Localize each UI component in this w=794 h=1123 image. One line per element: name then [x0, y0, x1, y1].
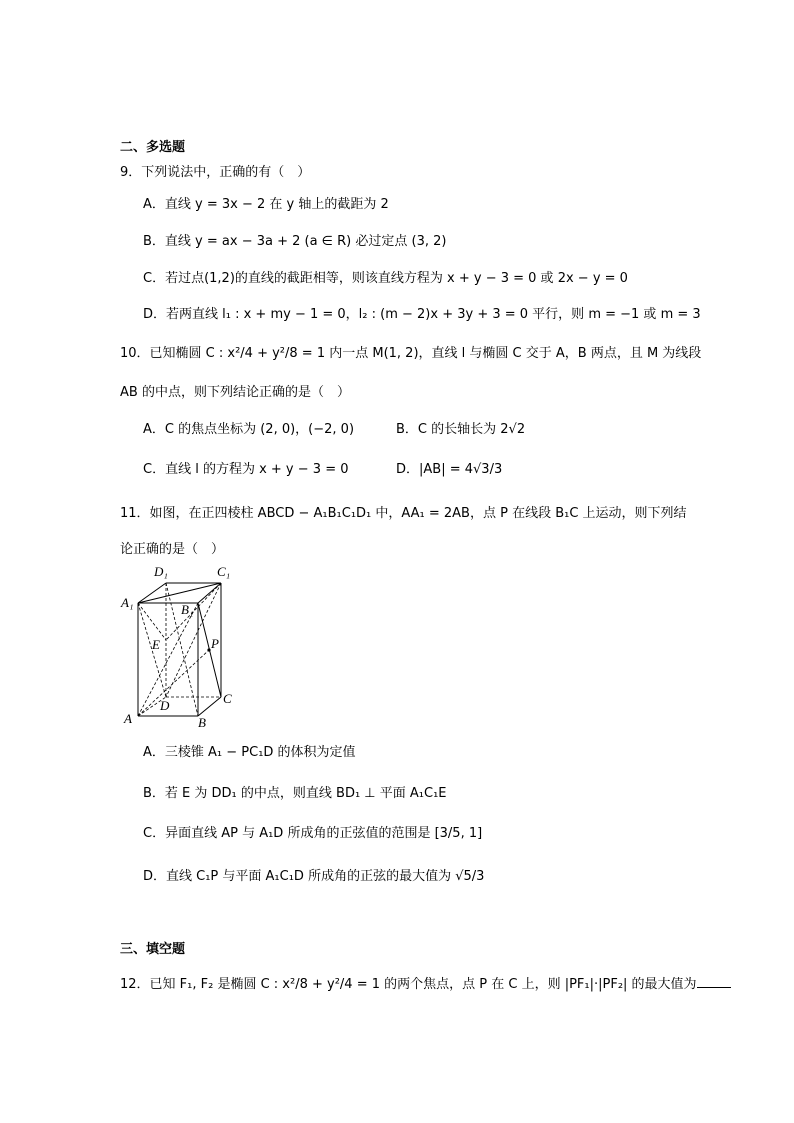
label-a1: A₁: [121, 595, 134, 610]
section-heading-multiple-choice: 二、多选题: [120, 140, 186, 155]
question-9-option-a: A．直线 y = 3x − 2 在 y 轴上的截距为 2: [143, 197, 389, 212]
question-9-option-d: D．若两直线 l₁ : x + my − 1 = 0，l₂ : (m − 2)x + 3y + 3 = 0 平行，则 m = −1 或 m = 3: [143, 307, 701, 322]
question-9-option-c: C．若过点(1,2)的直线的截距相等，则该直线方程为 x + y − 3 = 0 或 2x − y = 0: [143, 271, 628, 286]
label-c1: C₁: [217, 564, 231, 579]
label-a: A: [124, 711, 132, 726]
prism-figure: [118, 560, 248, 730]
question-11-stem-line1: 11．如图，在正四棱柱 ABCD − A₁B₁C₁D₁ 中，AA₁ = 2AB，点 P 在线段 B₁C 上运动，则下列结: [120, 506, 687, 521]
label-d1: D₁: [154, 564, 168, 579]
label-e: E: [152, 637, 160, 652]
question-9-option-b: B．直线 y = ax − 3a + 2 (a ∈ R) 必过定点 (3, 2): [143, 234, 447, 249]
question-10-stem-line1: 10．已知椭圆 C : x²/4 + y²/8 = 1 内一点 M(1, 2)，直线 l 与椭圆 C 交于 A，B 两点，且 M 为线段: [120, 346, 702, 361]
diag-a1-c1: [138, 583, 221, 603]
question-11-stem-line2: 论正确的是（ ）: [120, 542, 225, 557]
question-11-option-c: C．异面直线 AP 与 A₁D 所成角的正弦值的范围是 [3/5, 1]: [143, 826, 483, 841]
answer-blank[interactable]: [697, 973, 731, 988]
label-d: D: [160, 698, 170, 713]
label-p: P: [211, 636, 219, 651]
question-12-stem: [120, 973, 731, 994]
section-heading-fill-in: 三、填空题: [120, 942, 186, 957]
label-b1: B₁: [181, 602, 194, 617]
question-11-option-b: B．若 E 为 DD₁ 的中点，则直线 BD₁ ⊥ 平面 A₁C₁E: [143, 786, 447, 801]
label-b: B: [198, 715, 206, 730]
question-11-option-d: D．直线 C₁P 与平面 A₁C₁D 所成角的正弦的最大值为 √5/3: [143, 869, 485, 884]
hidden-c1-e: [166, 583, 221, 640]
question-10-option-c: C．直线 l 的方程为 x + y − 3 = 0: [143, 462, 349, 477]
question-10-option-d: D．|AB| = 4√3/3: [396, 462, 503, 477]
question-9-stem: 9．下列说法中，正确的有（ ）: [120, 165, 311, 180]
edge-b-c: [198, 697, 221, 716]
question-10-stem-line2: AB 的中点，则下列结论正确的是（ ）: [120, 385, 350, 400]
label-c: C: [223, 691, 232, 706]
hidden-a1-e: [138, 603, 166, 640]
question-11-option-a: A．三棱锥 A₁ − PC₁D 的体积为定值: [143, 745, 356, 760]
question-10-option-a: A．C 的焦点坐标为 (2, 0)，(−2, 0): [143, 422, 355, 437]
question-10-option-b: B．C 的长轴长为 2√2: [396, 422, 526, 437]
question-12-text: 12．已知 F₁, F₂ 是椭圆 C : x²/8 + y²/4 = 1 的两个焦点，点 P 在 C 上，则 |PF₁|·|PF₂| 的最大值为: [120, 977, 697, 992]
